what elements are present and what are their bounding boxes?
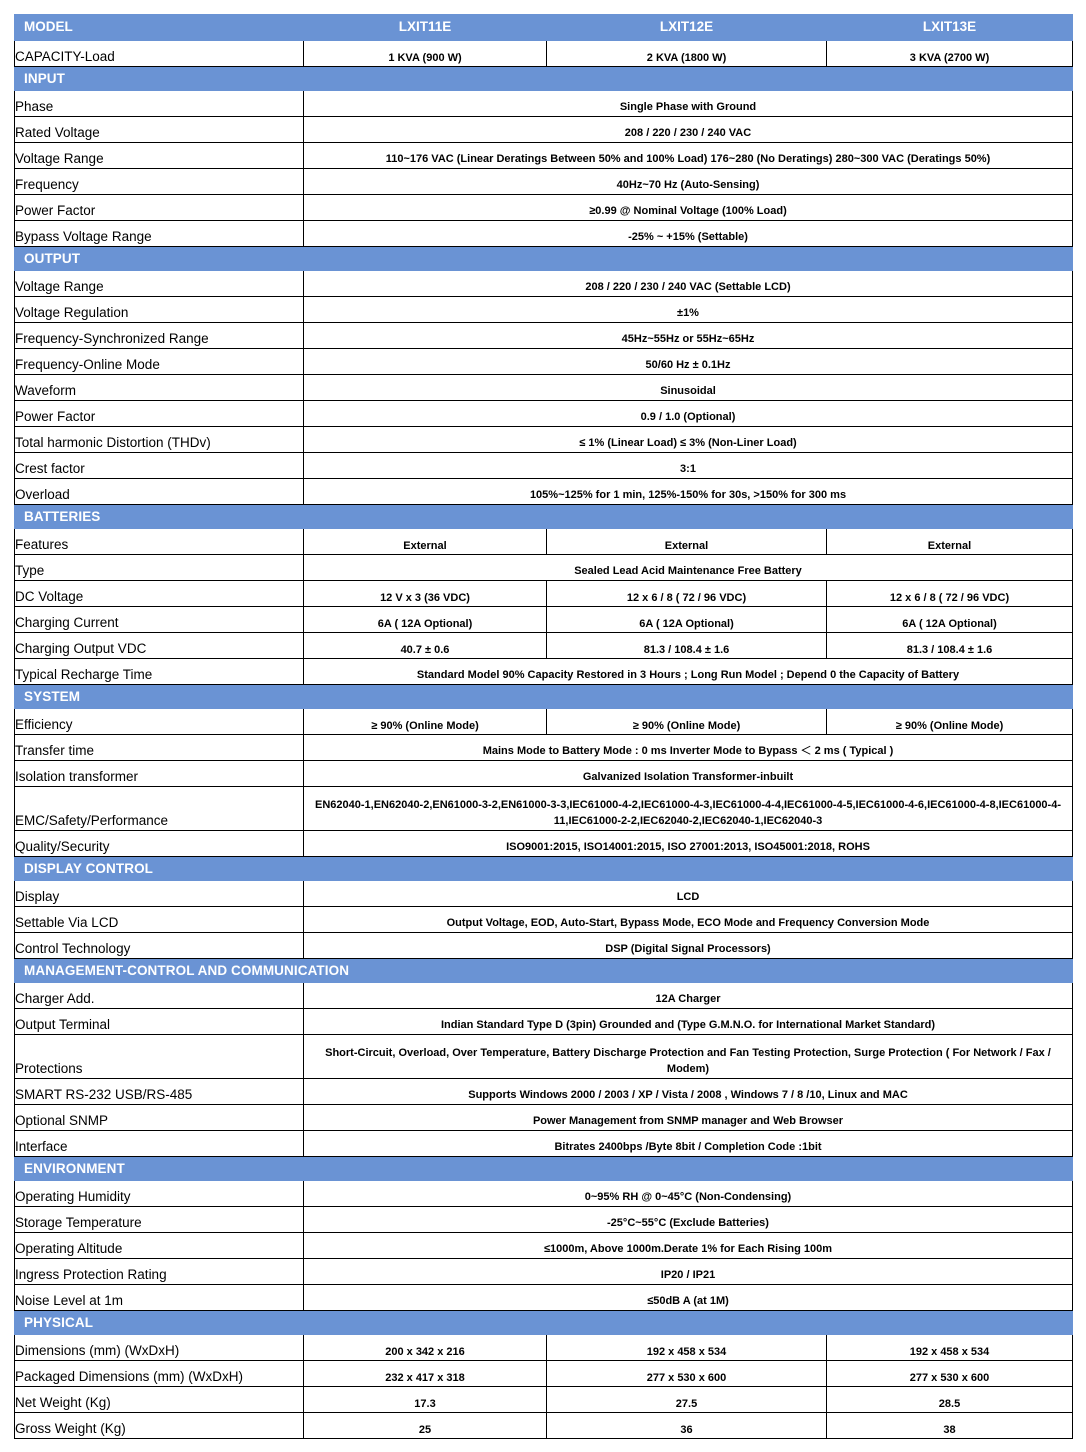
row-value-charging-current-1: 6A ( 12A Optional) xyxy=(304,607,547,633)
section-header-management-control-and-communication xyxy=(15,959,1073,983)
spec-row xyxy=(15,91,1073,117)
section-title: INPUT xyxy=(15,67,1073,91)
row-label-charger-add: Charger Add. xyxy=(15,983,304,1009)
row-value-rated-voltage: 208 / 220 / 230 / 240 VAC xyxy=(304,117,1073,143)
row-label-features: Features xyxy=(15,529,304,555)
row-value-bypass-voltage-range: -25% ~ +15% (Settable) xyxy=(304,221,1073,247)
row-value-smart-rs-232-usb-rs-485: Supports Windows 2000 / 2003 / XP / Vista / 2008 , Windows 7 / 8 /10, Linux and MAC xyxy=(304,1079,1073,1105)
spec-row xyxy=(15,933,1073,959)
header-model-1: LXIT11E xyxy=(304,15,547,41)
row-value-net-weight-kg-1: 17.3 xyxy=(304,1387,547,1413)
spec-row xyxy=(15,787,1073,831)
spec-row xyxy=(15,1105,1073,1131)
row-value-optional-snmp: Power Management from SNMP manager and Web Browser xyxy=(304,1105,1073,1131)
header-model-3: LXIT13E xyxy=(827,15,1073,41)
spec-row xyxy=(15,983,1073,1009)
section-title: OUTPUT xyxy=(15,247,1073,271)
row-value-voltage-range: 208 / 220 / 230 / 240 VAC (Settable LCD) xyxy=(304,271,1073,297)
row-label-phase: Phase xyxy=(15,91,304,117)
row-value-total-harmonic-distortion-thdv: ≤ 1% (Linear Load) ≤ 3% (Non-Liner Load) xyxy=(304,427,1073,453)
section-header-input xyxy=(15,67,1073,91)
row-label-overload: Overload xyxy=(15,479,304,505)
section-header-output xyxy=(15,247,1073,271)
row-label-output-terminal: Output Terminal xyxy=(15,1009,304,1035)
spec-row xyxy=(15,375,1073,401)
row-label-dc-voltage: DC Voltage xyxy=(15,581,304,607)
section-title: SYSTEM xyxy=(15,685,1073,709)
capacity-row xyxy=(15,41,1073,67)
row-value-type: Sealed Lead Acid Maintenance Free Battery xyxy=(304,555,1073,581)
row-value-control-technology: DSP (Digital Signal Processors) xyxy=(304,933,1073,959)
spec-row xyxy=(15,427,1073,453)
row-label-protections: Protections xyxy=(15,1035,304,1079)
row-value-crest-factor: 3:1 xyxy=(304,453,1073,479)
row-label-waveform: Waveform xyxy=(15,375,304,401)
ups-specification-table xyxy=(14,14,1073,1439)
spec-row xyxy=(15,761,1073,787)
spec-row xyxy=(15,453,1073,479)
row-value-isolation-transformer: Galvanized Isolation Transformer-inbuilt xyxy=(304,761,1073,787)
spec-row xyxy=(15,195,1073,221)
row-value-phase: Single Phase with Ground xyxy=(304,91,1073,117)
row-value-power-factor: ≥0.99 @ Nominal Voltage (100% Load) xyxy=(304,195,1073,221)
spec-row xyxy=(15,479,1073,505)
row-value-settable-via-lcd: Output Voltage, EOD, Auto-Start, Bypass Mode, ECO Mode and Frequency Conversion Mode xyxy=(304,907,1073,933)
row-value-efficiency-3: ≥ 90% (Online Mode) xyxy=(827,709,1073,735)
spec-row xyxy=(15,709,1073,735)
row-value-features-2: External xyxy=(547,529,827,555)
row-value-interface: Bitrates 2400bps /Byte 8bit / Completion Code :1bit xyxy=(304,1131,1073,1157)
spec-row xyxy=(15,1009,1073,1035)
row-value-voltage-range: 110~176 VAC (Linear Deratings Between 50% and 100% Load) 176~280 (No Deratings) 280~300 VAC (Deratings 50%) xyxy=(304,143,1073,169)
row-value-charger-add: 12A Charger xyxy=(304,983,1073,1009)
row-label-operating-humidity: Operating Humidity xyxy=(15,1181,304,1207)
header-model-label: MODEL xyxy=(15,15,304,41)
row-label-power-factor: Power Factor xyxy=(15,401,304,427)
section-title: DISPLAY CONTROL xyxy=(15,857,1073,881)
row-value-frequency-synchronized-range: 45Hz~55Hz or 55Hz~65Hz xyxy=(304,323,1073,349)
capacity-value-3: 3 KVA (2700 W) xyxy=(827,41,1073,67)
row-value-display: LCD xyxy=(304,881,1073,907)
row-value-gross-weight-kg-3: 38 xyxy=(827,1413,1073,1439)
spec-row xyxy=(15,297,1073,323)
row-value-emc-safety-performance: EN62040-1,EN62040-2,EN61000-3-2,EN61000-3-3,IEC61000-4-2,IEC61000-4-3,IEC61000-4-4,IEC61000-4-5,IEC61000-4-6,IEC61000-4-8,IEC61000-4-11,IEC61000-2-2,IEC62040-2,IEC62040-1,IEC62040-3 xyxy=(304,787,1073,831)
spec-row xyxy=(15,1035,1073,1079)
row-value-transfer-time: Mains Mode to Battery Mode : 0 ms Inverter Mode to Bypass ＜ 2 ms ( Typical ) xyxy=(304,735,1073,761)
row-label-settable-via-lcd: Settable Via LCD xyxy=(15,907,304,933)
row-value-features-3: External xyxy=(827,529,1073,555)
spec-row xyxy=(15,1413,1073,1439)
row-label-smart-rs-232-usb-rs-485: SMART RS-232 USB/RS-485 xyxy=(15,1079,304,1105)
section-header-batteries xyxy=(15,505,1073,529)
section-header-system xyxy=(15,685,1073,709)
spec-row xyxy=(15,529,1073,555)
row-value-frequency: 40Hz~70 Hz (Auto-Sensing) xyxy=(304,169,1073,195)
spec-row xyxy=(15,323,1073,349)
spec-row xyxy=(15,555,1073,581)
row-value-overload: 105%~125% for 1 min, 125%-150% for 30s, >150% for 300 ms xyxy=(304,479,1073,505)
row-label-efficiency: Efficiency xyxy=(15,709,304,735)
row-value-noise-level-at-1m: ≤50dB A (at 1M) xyxy=(304,1285,1073,1311)
row-value-protections: Short-Circuit, Overload, Over Temperature, Battery Discharge Protection and Fan Testing Protection, Surge Protection ( For Network / Fax / Modem) xyxy=(304,1035,1073,1079)
row-value-dimensions-mm-wxdxh-1: 200 x 342 x 216 xyxy=(304,1335,547,1361)
row-value-charging-output-vdc-2: 81.3 / 108.4 ± 1.6 xyxy=(547,633,827,659)
row-label-net-weight-kg: Net Weight (Kg) xyxy=(15,1387,304,1413)
row-label-voltage-regulation: Voltage Regulation xyxy=(15,297,304,323)
row-value-dimensions-mm-wxdxh-2: 192 x 458 x 534 xyxy=(547,1335,827,1361)
row-value-gross-weight-kg-2: 36 xyxy=(547,1413,827,1439)
spec-row xyxy=(15,607,1073,633)
row-label-gross-weight-kg: Gross Weight (Kg) xyxy=(15,1413,304,1439)
spec-row xyxy=(15,271,1073,297)
section-header-physical xyxy=(15,1311,1073,1335)
spec-row xyxy=(15,659,1073,685)
spec-row xyxy=(15,1079,1073,1105)
row-label-crest-factor: Crest factor xyxy=(15,453,304,479)
row-label-control-technology: Control Technology xyxy=(15,933,304,959)
row-value-net-weight-kg-3: 28.5 xyxy=(827,1387,1073,1413)
row-value-typical-recharge-time: Standard Model 90% Capacity Restored in 3 Hours ; Long Run Model ; Depend 0 the Capacity of Battery xyxy=(304,659,1073,685)
row-label-transfer-time: Transfer time xyxy=(15,735,304,761)
row-label-power-factor: Power Factor xyxy=(15,195,304,221)
section-title: ENVIRONMENT xyxy=(15,1157,1073,1181)
spec-row xyxy=(15,633,1073,659)
spec-row xyxy=(15,1181,1073,1207)
row-value-ingress-protection-rating: IP20 / IP21 xyxy=(304,1259,1073,1285)
row-value-storage-temperature: -25°C~55°C (Exclude Batteries) xyxy=(304,1207,1073,1233)
row-value-efficiency-1: ≥ 90% (Online Mode) xyxy=(304,709,547,735)
row-label-interface: Interface xyxy=(15,1131,304,1157)
row-label-dimensions-mm-wxdxh: Dimensions (mm) (WxDxH) xyxy=(15,1335,304,1361)
row-label-capacity: CAPACITY-Load xyxy=(15,41,304,67)
capacity-value-1: 1 KVA (900 W) xyxy=(304,41,547,67)
header-model-2: LXIT12E xyxy=(547,15,827,41)
row-value-dc-voltage-1: 12 V x 3 (36 VDC) xyxy=(304,581,547,607)
table-header-row xyxy=(15,15,1073,41)
row-value-charging-current-2: 6A ( 12A Optional) xyxy=(547,607,827,633)
spec-row xyxy=(15,1335,1073,1361)
row-value-packaged-dimensions-mm-wxdxh-2: 277 x 530 x 600 xyxy=(547,1361,827,1387)
row-label-frequency-online-mode: Frequency-Online Mode xyxy=(15,349,304,375)
spec-row xyxy=(15,1233,1073,1259)
row-label-operating-altitude: Operating Altitude xyxy=(15,1233,304,1259)
row-value-power-factor: 0.9 / 1.0 (Optional) xyxy=(304,401,1073,427)
row-label-total-harmonic-distortion-thdv: Total harmonic Distortion (THDv) xyxy=(15,427,304,453)
spec-row xyxy=(15,1285,1073,1311)
spec-row xyxy=(15,117,1073,143)
spec-row xyxy=(15,143,1073,169)
spec-row xyxy=(15,1387,1073,1413)
row-value-charging-current-3: 6A ( 12A Optional) xyxy=(827,607,1073,633)
row-value-charging-output-vdc-3: 81.3 / 108.4 ± 1.6 xyxy=(827,633,1073,659)
row-label-rated-voltage: Rated Voltage xyxy=(15,117,304,143)
row-value-efficiency-2: ≥ 90% (Online Mode) xyxy=(547,709,827,735)
spec-row xyxy=(15,1361,1073,1387)
row-label-charging-output-vdc: Charging Output VDC xyxy=(15,633,304,659)
row-label-storage-temperature: Storage Temperature xyxy=(15,1207,304,1233)
spec-row xyxy=(15,169,1073,195)
row-value-gross-weight-kg-1: 25 xyxy=(304,1413,547,1439)
row-value-dc-voltage-3: 12 x 6 / 8 ( 72 / 96 VDC) xyxy=(827,581,1073,607)
row-value-output-terminal: Indian Standard Type D (3pin) Grounded and (Type G.M.N.O. for International Market Standard) xyxy=(304,1009,1073,1035)
row-value-operating-humidity: 0~95% RH @ 0~45°C (Non-Condensing) xyxy=(304,1181,1073,1207)
row-label-frequency: Frequency xyxy=(15,169,304,195)
spec-row xyxy=(15,401,1073,427)
row-label-bypass-voltage-range: Bypass Voltage Range xyxy=(15,221,304,247)
row-label-frequency-synchronized-range: Frequency-Synchronized Range xyxy=(15,323,304,349)
row-label-voltage-range: Voltage Range xyxy=(15,143,304,169)
row-label-charging-current: Charging Current xyxy=(15,607,304,633)
row-value-dc-voltage-2: 12 x 6 / 8 ( 72 / 96 VDC) xyxy=(547,581,827,607)
row-label-optional-snmp: Optional SNMP xyxy=(15,1105,304,1131)
row-value-voltage-regulation: ±1% xyxy=(304,297,1073,323)
section-title: BATTERIES xyxy=(15,505,1073,529)
row-value-frequency-online-mode: 50/60 Hz ± 0.1Hz xyxy=(304,349,1073,375)
row-value-dimensions-mm-wxdxh-3: 192 x 458 x 534 xyxy=(827,1335,1073,1361)
section-header-display-control xyxy=(15,857,1073,881)
row-value-waveform: Sinusoidal xyxy=(304,375,1073,401)
row-label-isolation-transformer: Isolation transformer xyxy=(15,761,304,787)
row-label-noise-level-at-1m: Noise Level at 1m xyxy=(15,1285,304,1311)
spec-row xyxy=(15,1259,1073,1285)
capacity-value-2: 2 KVA (1800 W) xyxy=(547,41,827,67)
spec-row xyxy=(15,349,1073,375)
row-value-operating-altitude: ≤1000m, Above 1000m.Derate 1% for Each Rising 100m xyxy=(304,1233,1073,1259)
spec-row xyxy=(15,881,1073,907)
row-value-quality-security: ISO9001:2015, ISO14001:2015, ISO 27001:2013, ISO45001:2018, ROHS xyxy=(304,831,1073,857)
row-value-features-1: External xyxy=(304,529,547,555)
row-label-type: Type xyxy=(15,555,304,581)
row-label-packaged-dimensions-mm-wxdxh: Packaged Dimensions (mm) (WxDxH) xyxy=(15,1361,304,1387)
row-value-packaged-dimensions-mm-wxdxh-1: 232 x 417 x 318 xyxy=(304,1361,547,1387)
spec-row xyxy=(15,831,1073,857)
row-label-display: Display xyxy=(15,881,304,907)
row-label-emc-safety-performance: EMC/Safety/Performance xyxy=(15,787,304,831)
spec-row xyxy=(15,581,1073,607)
row-label-quality-security: Quality/Security xyxy=(15,831,304,857)
spec-row xyxy=(15,1207,1073,1233)
row-label-voltage-range: Voltage Range xyxy=(15,271,304,297)
row-label-ingress-protection-rating: Ingress Protection Rating xyxy=(15,1259,304,1285)
row-value-charging-output-vdc-1: 40.7 ± 0.6 xyxy=(304,633,547,659)
spec-row xyxy=(15,735,1073,761)
row-value-packaged-dimensions-mm-wxdxh-3: 277 x 530 x 600 xyxy=(827,1361,1073,1387)
row-label-typical-recharge-time: Typical Recharge Time xyxy=(15,659,304,685)
section-title: MANAGEMENT-CONTROL AND COMMUNICATION xyxy=(15,959,1073,983)
section-title: PHYSICAL xyxy=(15,1311,1073,1335)
section-header-environment xyxy=(15,1157,1073,1181)
spec-row xyxy=(15,907,1073,933)
spec-row xyxy=(15,1131,1073,1157)
spec-row xyxy=(15,221,1073,247)
table-body xyxy=(15,15,1073,1439)
row-value-net-weight-kg-2: 27.5 xyxy=(547,1387,827,1413)
